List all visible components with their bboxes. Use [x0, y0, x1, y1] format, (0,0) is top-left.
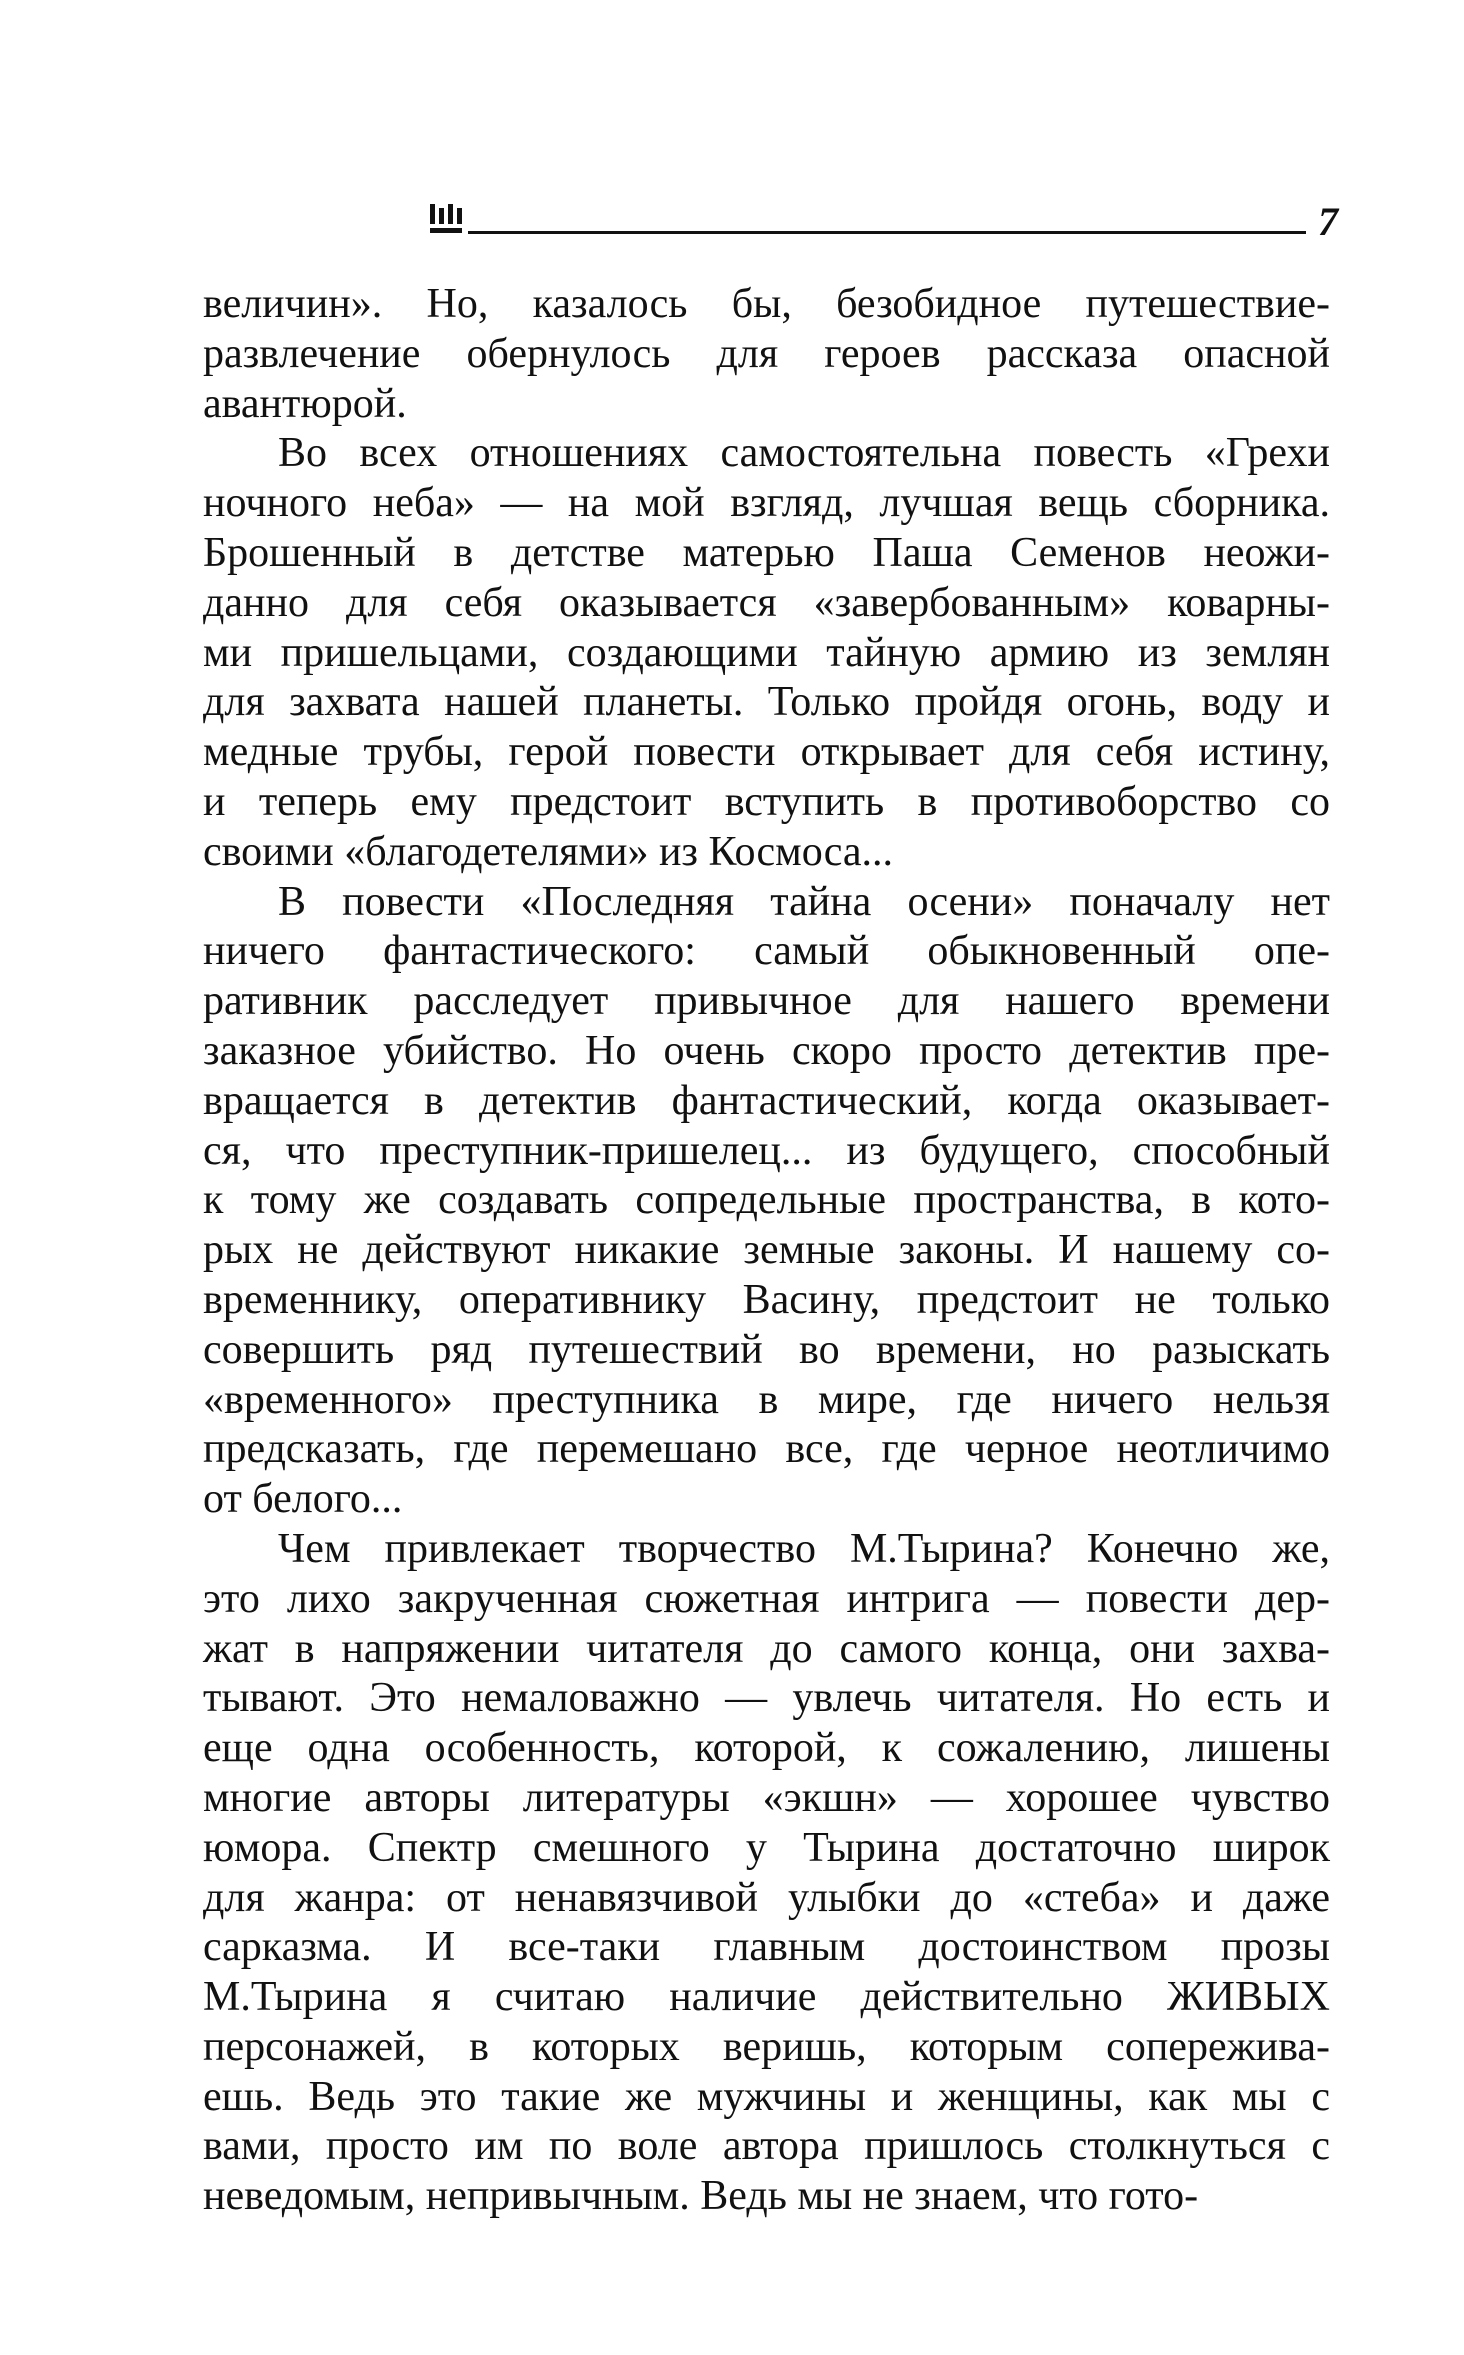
text-line: юмора. Спектр смешного у Тырина достаточно широк: [203, 1824, 1330, 1871]
text-line: величин». Но, казалось бы, безобидное путешествие-: [203, 281, 1330, 327]
text-line: заказное убийство. Но очень скоро просто детектив пре-: [203, 1027, 1330, 1074]
text-line: от белого...: [203, 1476, 403, 1523]
publisher-logo-icon: [428, 202, 464, 236]
text-line: жат в напряжении читателя до самого конца, они захва-: [203, 1625, 1330, 1672]
text-line: вращается в детектив фантастический, когда оказывает-: [203, 1077, 1330, 1124]
text-line: рых не действуют никакие земные законы. И нашему со-: [203, 1227, 1330, 1274]
header-rule: [468, 231, 1306, 234]
text-line: авантюрой.: [203, 380, 407, 427]
text-line: развлечение обернулось для героев рассказа опасной: [203, 330, 1330, 377]
paragraph: [203, 878, 1330, 1525]
text-line: предсказать, где перемешано все, где черное неотличимо: [203, 1426, 1330, 1473]
text-line: «временного» преступника в мире, где ничего нельзя: [203, 1376, 1330, 1423]
text-line: неведомым, непривычным. Ведь мы не знаем, что гото-: [203, 2173, 1199, 2220]
text-line: М.Тырина я считаю наличие действительно ЖИВЫХ: [203, 1974, 1330, 2021]
text-line: тывают. Это немаловажно — увлечь читателя. Но есть и: [203, 1675, 1330, 1722]
text-line: многие авторы литературы «экшн» — хорошее чувство: [203, 1774, 1330, 1821]
text-line: временнику, оперативнику Васину, предстоит не только: [203, 1276, 1330, 1323]
paragraph: [203, 429, 1330, 877]
running-header: [428, 198, 1338, 244]
body-text: [203, 280, 1330, 2222]
text-line: ся, что преступник-пришелец... из будущего, способный: [203, 1127, 1330, 1174]
text-line: Чем привлекает творчество М.Тырина? Конечно же,: [278, 1525, 1330, 1572]
text-line: для жанра: от ненавязчивой улыбки до «стеба» и даже: [203, 1874, 1330, 1921]
text-line: Во всех отношениях самостоятельна повесть «Грехи: [278, 430, 1330, 477]
text-line: ешь. Ведь это такие же мужчины и женщины, как мы с: [203, 2073, 1330, 2120]
page-number: 7: [1318, 199, 1338, 244]
paragraph: [203, 1525, 1330, 2222]
text-line: персонажей, в которых веришь, которым сопережива-: [203, 2023, 1330, 2070]
text-line: сарказма. И все-таки главным достоинством прозы: [203, 1924, 1330, 1971]
text-line: к тому же создавать сопредельные пространства, в кото-: [203, 1177, 1330, 1224]
text-line: ничего фантастического: самый обыкновенный опе-: [203, 928, 1330, 975]
text-line: еще одна особенность, которой, к сожалению, лишены: [203, 1725, 1330, 1772]
text-line: Брошенный в детстве матерью Паша Семенов неожи-: [203, 529, 1330, 576]
text-line: медные трубы, герой повести открывает для себя истину,: [203, 729, 1330, 776]
text-line: В повести «Последняя тайна осени» поначалу нет: [278, 878, 1330, 925]
text-line: совершить ряд путешествий во времени, но разыскать: [203, 1326, 1330, 1373]
text-line: ми пришельцами, создающими тайную армию из землян: [203, 629, 1330, 676]
text-line: вами, просто им по воле автора пришлось столкнуться с: [203, 2123, 1330, 2170]
text-line: это лихо закрученная сюжетная интрига — повести дер-: [203, 1575, 1330, 1622]
text-line: данно для себя оказывается «завербованным» коварны-: [203, 579, 1330, 626]
text-line: ративник расследует привычное для нашего времени: [203, 978, 1330, 1025]
text-line: своими «благодетелями» из Космоса...: [203, 828, 894, 875]
text-line: ночного неба» — на мой взгляд, лучшая вещь сборника.: [203, 480, 1330, 527]
text-line: для захвата нашей планеты. Только пройдя огонь, воду и: [203, 679, 1330, 726]
text-line: и теперь ему предстоит вступить в противоборство со: [203, 778, 1330, 825]
paragraph: [203, 280, 1330, 429]
